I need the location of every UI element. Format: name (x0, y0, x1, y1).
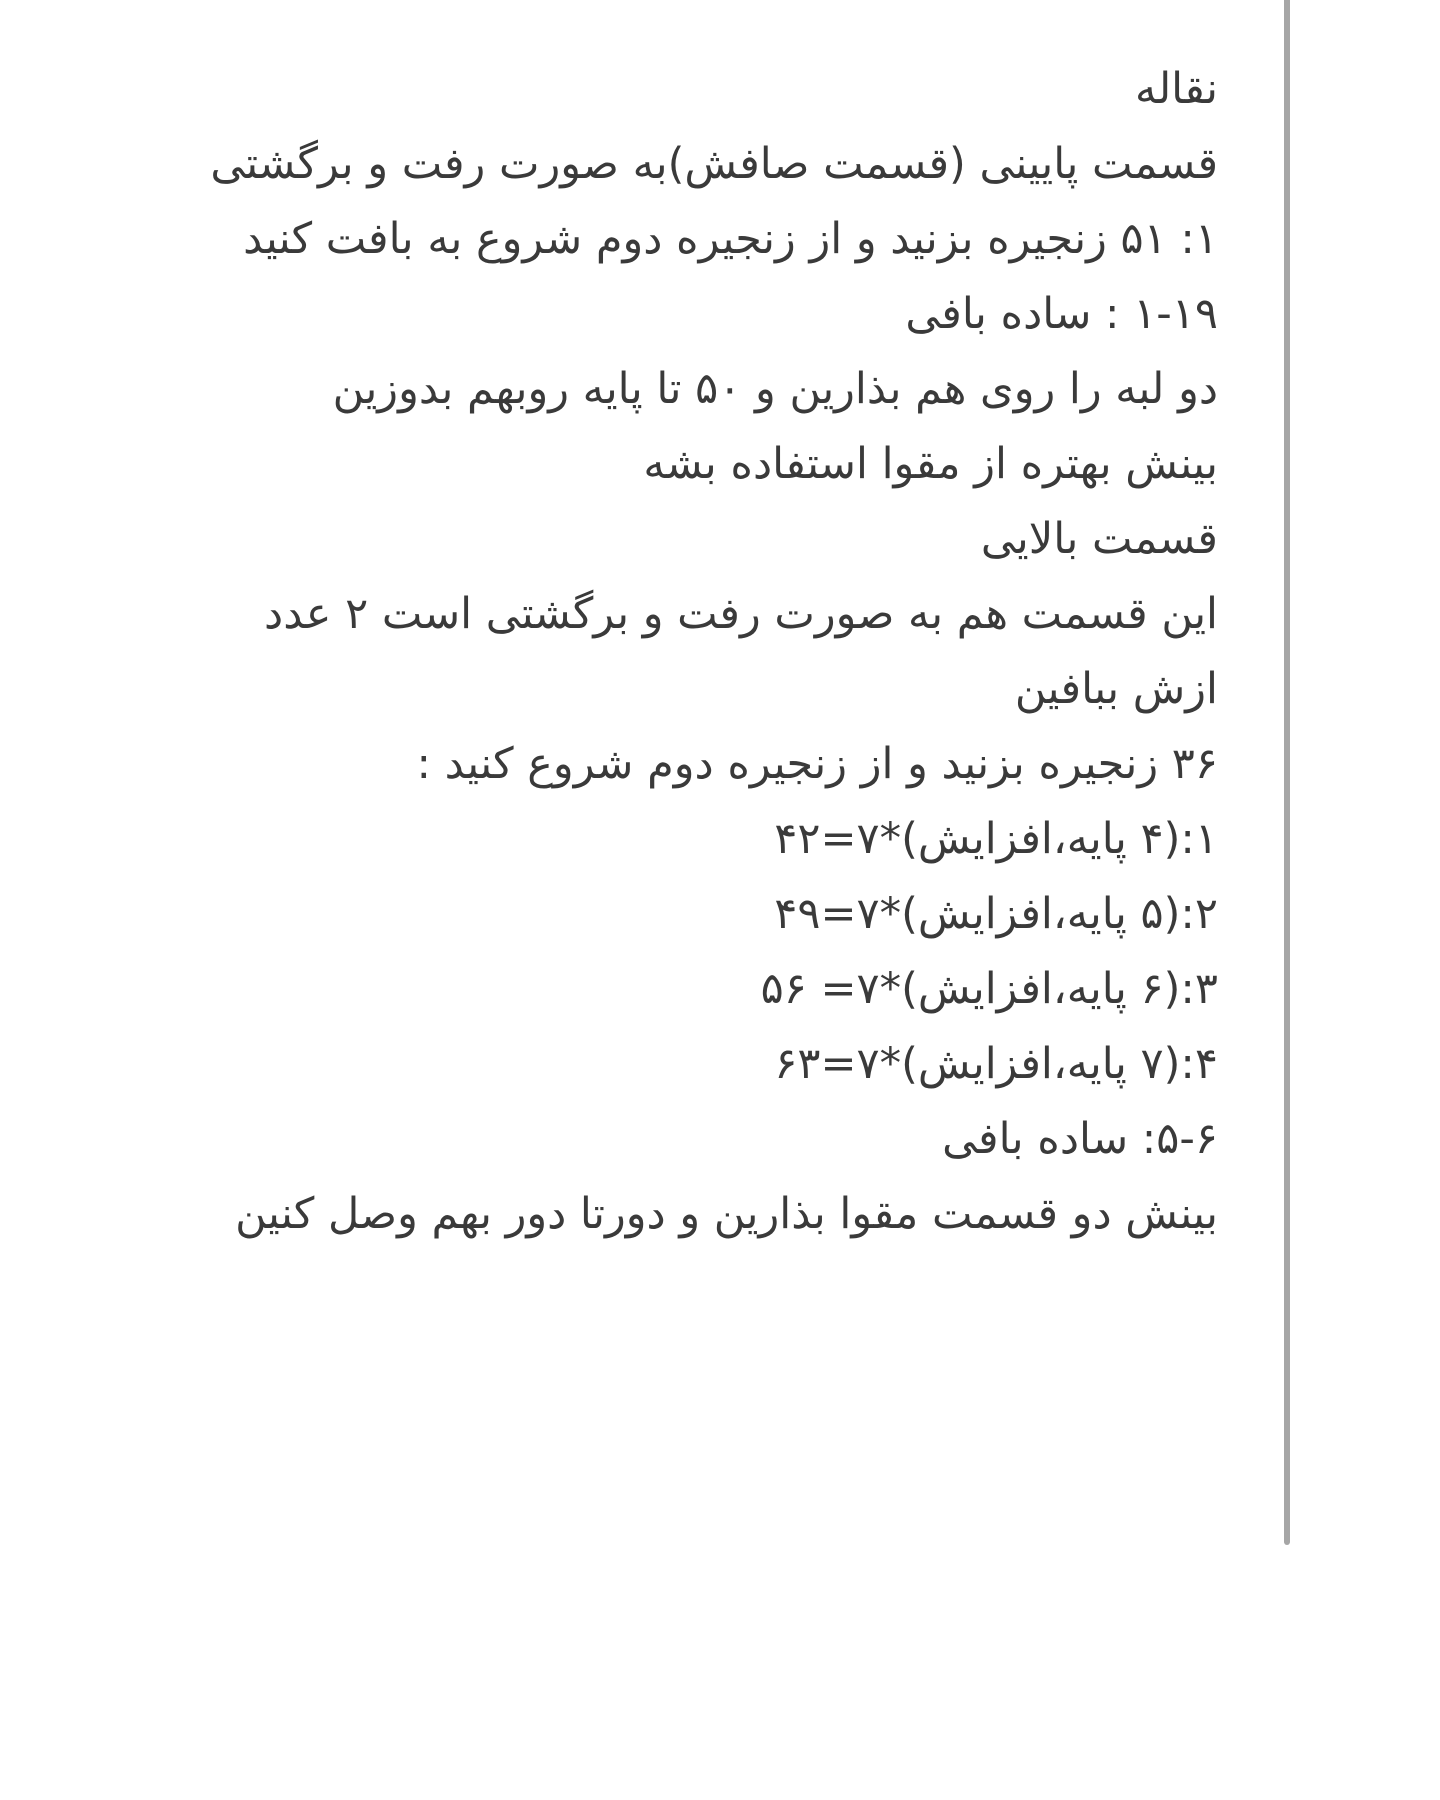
vertical-scrollbar[interactable] (1282, 0, 1292, 1545)
doc-line: ۴:(۷ پایه،افزایش)*۷=۶۳ (774, 1039, 1218, 1089)
doc-line: دو لبه را روی هم بذارین و ۵۰ تا پایه روبهم بدوزین (332, 364, 1218, 414)
doc-line: ۵-۶: ساده بافی (942, 1114, 1218, 1164)
document-body (210, 52, 1218, 1252)
doc-line: ۲:(۵ پایه،افزایش)*۷=۴۹ (774, 889, 1218, 939)
doc-line: قسمت پایینی (قسمت صافش)به صورت رفت و برگشتی (210, 139, 1218, 189)
doc-line: ۱:(۴ پایه،افزایش)*۷=۴۲ (774, 814, 1218, 864)
doc-line: ۳:(۶ پایه،افزایش)*۷= ۵۶ (760, 964, 1218, 1014)
doc-line: ۱-۱۹ : ساده بافی (905, 289, 1218, 339)
scrollbar-thumb[interactable] (1284, 0, 1290, 1545)
doc-line: ۱: ۵۱ زنجیره بزنید و از زنجیره دوم شروع به بافت کنید (243, 214, 1218, 264)
doc-line: بینش دو قسمت مقوا بذارین و دورتا دور بهم وصل کنین (235, 1189, 1218, 1239)
doc-line: ازش ببافین (1014, 664, 1218, 714)
doc-line: بینش بهتره از مقوا استفاده بشه (643, 439, 1218, 489)
doc-title: نقاله (1135, 64, 1218, 114)
doc-line: ۳۶ زنجیره بزنید و از زنجیره دوم شروع کنید : (416, 739, 1218, 789)
doc-line: قسمت بالایی (980, 514, 1218, 564)
doc-line: این قسمت هم به صورت رفت و برگشتی است ۲ عدد (264, 589, 1218, 639)
